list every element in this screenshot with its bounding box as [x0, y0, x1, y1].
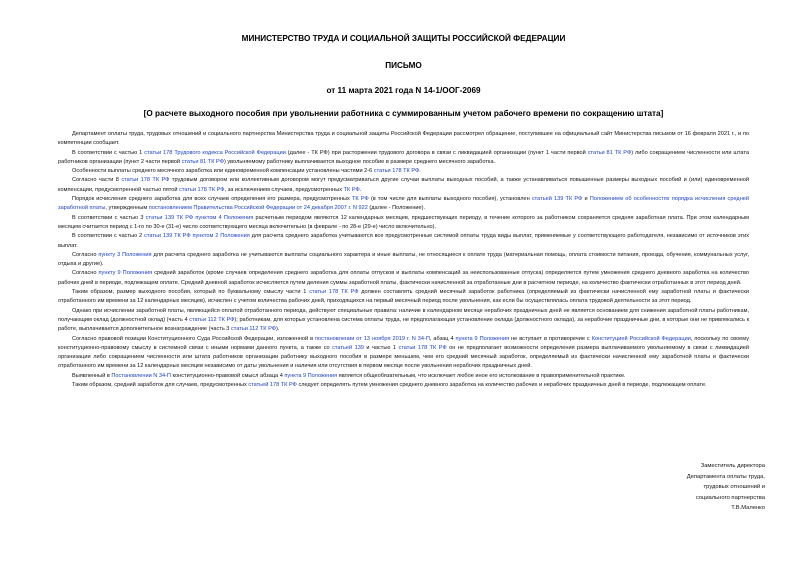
document-link[interactable]: статьи 178 ТК РФ	[179, 186, 225, 193]
signature-name: Т.В.Маленко	[731, 505, 765, 512]
text-run: В соответствии с частью 2	[72, 233, 145, 240]
document-link[interactable]: пунктом 4 Положения	[195, 214, 254, 221]
document-link[interactable]: пункта 9 Положения	[455, 335, 510, 342]
document-link[interactable]: статьи 178 ТК РФ	[373, 168, 420, 175]
text-run: для расчета среднего заработка учитываются все предусмотренные системой оплаты труда виды выплат, применяемые у соответствующего работодателя, независимо от источников этих выплат.	[58, 233, 749, 249]
text-run: ).	[276, 326, 280, 333]
ministry-title: МИНИСТЕРСТВО ТРУДА И СОЦИАЛЬНОЙ ЗАЩИТЫ РОССИЙСКОЙ ФЕДЕРАЦИИ	[241, 34, 566, 43]
text-run: трудовым договором или коллективным договором могут предусматриваться другие случаи выплаты выходных пособий, а также устанавливаться повышенные размеры выходных пособий и (или) единовременной компенсации, предусмотренной частью пятой	[58, 177, 749, 193]
text-run: Таким образом, средний заработок для случаев, предусмотренных	[72, 382, 249, 389]
document-link[interactable]: пункту 9 Положения	[98, 270, 153, 277]
paragraph	[58, 269, 749, 288]
document-link[interactable]: статьи 139 ТК РФ	[144, 233, 191, 240]
document-link[interactable]: ТК РФ	[343, 186, 360, 193]
document-link[interactable]: Положением об особенностях порядка исчисления средней заработной платы	[58, 196, 750, 212]
paragraph	[58, 288, 749, 307]
document-link[interactable]: Конституцией Российской Федерации	[591, 335, 691, 342]
text-run: .	[419, 168, 421, 175]
text-run: Согласно правовой позиции Конституционного Суда Российской Федерации, изложенной в	[72, 335, 316, 342]
text-run: Таким образом, размер выходного пособия, который по буквальному смыслу части 1	[72, 289, 310, 296]
text-run: ) увольняемому работнику выплачивается выходное пособие в размере среднего месячного заработка.	[223, 158, 496, 165]
signature-block	[687, 461, 765, 514]
text-run: (в том числе для выплаты выходного пособия), установлен	[368, 196, 532, 203]
text-run: Порядок исчисления среднего заработка для всех случаев определения его размера, предусмотренных	[72, 196, 353, 203]
paragraph	[58, 130, 749, 149]
document-link[interactable]: статьи 178 Трудового кодекса Российской Федерации	[144, 149, 286, 156]
paragraph	[58, 251, 749, 270]
document-link[interactable]: статьей 178 ТК РФ	[248, 382, 297, 389]
text-run: для расчета среднего заработка не учитываются выплаты социального характера и иные выплаты, не относящиеся к оплате труда (материальная помощь, оплата стоимости питания, проезда, обучения, коммунальных услуг, отдыха и другие).	[58, 251, 750, 268]
paragraph	[58, 381, 749, 390]
document-header	[58, 34, 749, 118]
signature-line: Заместитель директора	[700, 463, 765, 469]
text-run: и	[582, 196, 590, 203]
document-link[interactable]: постановлением Правительства Российской Федерации от 24 декабря 2007 г. N 922	[148, 205, 368, 212]
document-link[interactable]: статьи 139 ТК РФ	[145, 214, 194, 221]
paragraph	[58, 167, 749, 176]
text-run: не вступает в противоречие с	[509, 335, 592, 342]
text-run: Особенности выплаты среднего месячного заработка или единовременной компенсации установлены частями 2-6	[72, 168, 374, 175]
document-link[interactable]: статьи 178 ТК РФ	[121, 177, 170, 184]
document-link[interactable]: статьи 112 ТК РФ	[230, 326, 277, 333]
document-date-number: от 11 марта 2021 года N 14-1/ООГ-2069	[326, 86, 481, 95]
document-link[interactable]: пункту 3 Положения	[98, 251, 152, 258]
paragraph	[58, 195, 749, 214]
text-run: .	[359, 186, 362, 193]
document-type: ПИСЬМО	[385, 61, 422, 70]
text-run: , абзац 4	[429, 335, 456, 342]
text-run: Согласно	[72, 251, 99, 258]
text-run: (далее - ТК РФ) при расторжении трудового договора в связи с ликвидацией организации (пункт 1 части первой	[285, 149, 588, 156]
text-run: ) либо сокращением численности или штата работников организации (пункт 2 части первой	[58, 149, 749, 165]
text-run: расчетным периодом являются 12 календарных месяцев, предшествующих периоду, в течение которого за работником сохраняется средняя заработная плата. При этом календарным месяцем считается период с 1-го по 30-е (31-е) число соответствующего месяца включительно (в феврале - по 28-е (29-е) число включительно).	[58, 214, 750, 230]
document-link[interactable]: статьи 178 ТК РФ	[309, 289, 359, 296]
text-run: (далее - Положение).	[367, 205, 426, 212]
paragraph	[58, 232, 749, 251]
document-link[interactable]: статьи 112 ТК РФ	[189, 316, 235, 323]
document-body	[58, 130, 749, 390]
paragraph	[58, 335, 749, 372]
text-run: является общеобязательным, что исключает любое иное его истолкование в правоприменительной практике.	[337, 372, 626, 379]
document-link[interactable]: пункта 9 Положения	[284, 372, 338, 379]
text-run: следует определять путем умножения среднего дневного заработка на количество рабочих и нерабочих праздничных дней в периоде, подлежащем оплате.	[296, 382, 707, 389]
document-link[interactable]: Постановлении N 34-П	[111, 372, 171, 379]
document-link[interactable]: статьей 139	[332, 344, 364, 351]
document-link[interactable]: статьи 178 ТК РФ	[398, 344, 447, 351]
text-run: В соответствии с частью 1	[72, 149, 145, 156]
text-run: Департамент оплаты труда, трудовых отношений и социального партнерства Министерства труда и социальной защиты Российской Федерации рассмотрел обращение, поступившее на официальный сайт Министерства письмом от 16 февраля 2021 г., и по компетенции сообщает.	[58, 131, 749, 147]
paragraph	[58, 149, 749, 168]
document-link[interactable]: постановлении от 13 ноября 2019 г. N 34-П	[315, 335, 430, 342]
text-run: Выявленный в	[72, 372, 112, 379]
document-link[interactable]: статьи 81 ТК РФ	[181, 158, 224, 165]
text-run: ); работникам, для которых установлена система оплаты труда, не предполагающая установление оклада (должностного оклада), за нерабочие праздничные дни, в которые они не привлекались к работе, выплачивается дополнительное вознаграждение (часть 3	[58, 316, 750, 333]
text-run: , поскольку по своему конституционно-правовому смыслу в системной связи с иными нормами данного пункта, а также со	[58, 335, 749, 351]
signature-line: Департамента оплаты труда,	[686, 473, 765, 480]
signature-line: трудовых отношений и	[703, 484, 765, 491]
document-link[interactable]: статьи 81 ТК РФ	[587, 149, 632, 156]
text-run: он не предполагает возможности определения размера выплачиваемого увольняемому в связи с ликвидацией организации либо сокращением численности или штата работников организации работнику выходного пособия в размере меньшем, чем его средний месячный заработок, определяемый из фактически начисленной ему заработной платы и фактически отработанного им времени за 12 календарных месяцев независимо от даты увольнения и наличия или отсутствия в первом месяце после увольнения нерабочих праздничных дней.	[58, 344, 749, 370]
text-run: , утвержденным	[105, 205, 149, 212]
paragraph	[58, 307, 749, 335]
document-subject: [О расчете выходного пособия при увольнении работника с суммированным учетом рабочего времени по сокращению штата]	[143, 109, 664, 118]
text-run: В соответствии с частью 3	[72, 214, 146, 221]
paragraph	[58, 372, 749, 381]
signature-line: социального партнерства	[695, 494, 765, 501]
text-run: и частью 1	[363, 344, 399, 351]
document-link[interactable]: ТК РФ	[352, 196, 369, 203]
text-run: Согласно	[72, 270, 99, 277]
text-run: средний заработок (кроме случаев определения среднего заработка для оплаты отпусков и выплаты компенсаций за неиспользованные отпуска) определяется путем умножения среднего дневного заработка на количество рабочих дней в периоде, подлежащем оплате. Средний дневной заработок исчисляется путем деления суммы заработной платы, фактически начисленной за отработанные дни в расчетном периоде, на количество фактически отработанных в этот период дней.	[58, 270, 749, 286]
text-run: , за исключением случаев, предусмотренных	[224, 186, 344, 193]
paragraph	[58, 214, 749, 233]
document-link[interactable]: пунктом 2 Положения	[192, 233, 250, 240]
text-run: Однако при исчислении заработной платы, являющейся оплатой отработанного периода, действуют специальные правила: наличие в календарном месяце нерабочих праздничных дней не является основанием для снижения заработной платы работникам, получающим оклад (должностной оклад) (часть 4	[58, 307, 749, 323]
document-link[interactable]: статьей 139 ТК РФ	[531, 196, 583, 203]
paragraph	[58, 176, 749, 195]
text-run: должен составлять средний месячный заработок работника (определяемый из фактически начисленной ему заработной платы и фактически отработанного им времени за 12 календарных месяцев), исчислен с учетом количества рабочих дней, приходящихся на первый месячный период после увольнения, как если бы осуществлялась оплата трудовой деятельности за этот период.	[58, 289, 749, 305]
text-run: Согласно части 8	[72, 177, 122, 184]
text-run: конституционно-правовой смысл абзаца 4	[170, 372, 285, 379]
